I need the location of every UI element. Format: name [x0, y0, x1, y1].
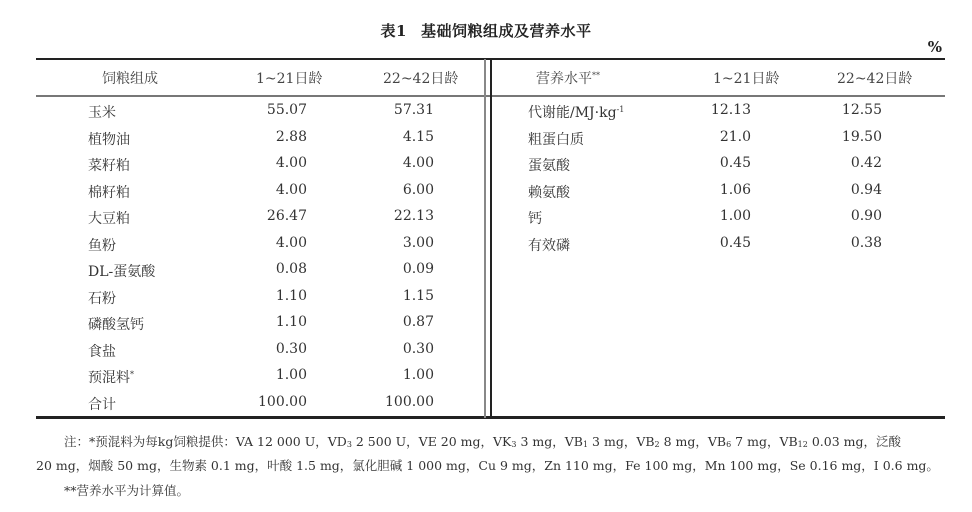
header-diet-composition: 饲粮组成 — [102, 71, 158, 87]
value-day-22-42: 3.00 — [402, 234, 434, 251]
footnote-marker: * — [130, 370, 134, 379]
value-day-22-42: 0.94 — [850, 181, 882, 198]
table-row — [36, 182, 484, 208]
value-day-1-21: 12.13 — [710, 102, 751, 118]
ingredient-name: 预混料* — [88, 370, 134, 386]
value-day-22-42: 0.30 — [402, 340, 434, 357]
nutrient-name: 有效磷 — [528, 237, 570, 254]
value-day-1-21: 21.0 — [719, 128, 751, 145]
value-day-1-21: 55.07 — [266, 102, 307, 118]
table-row — [36, 129, 484, 155]
footnote-marker: ** — [592, 71, 600, 80]
value-day-22-42: 6.00 — [402, 181, 434, 198]
nutrient-name: 赖氨酸 — [528, 184, 570, 201]
ingredient-name: 鱼粉 — [88, 237, 116, 254]
table-row — [492, 102, 945, 128]
header-day-1-21: 1~21日龄 — [713, 71, 780, 87]
header-nutrient-level: 营养水平** — [536, 71, 600, 87]
value-day-22-42: 0.09 — [402, 261, 434, 277]
value-day-22-42: 4.00 — [402, 155, 434, 171]
value-day-22-42: 1.00 — [402, 367, 434, 383]
ingredient-name: 合计 — [88, 396, 116, 413]
ingredient-name: 玉米 — [88, 105, 116, 121]
value-day-22-42: 4.15 — [402, 128, 434, 145]
nutrient-name: 蛋氨酸 — [528, 158, 570, 174]
value-day-1-21: 0.45 — [719, 234, 751, 251]
unit-label: % — [927, 38, 942, 56]
table-row-total — [36, 394, 484, 420]
ingredient-name: 棉籽粕 — [88, 184, 130, 201]
value-day-22-42: 1.15 — [402, 287, 434, 304]
table-row — [36, 155, 484, 181]
table-row — [36, 341, 484, 367]
value-day-22-42: 100.00 — [385, 393, 434, 410]
table-row — [492, 235, 945, 261]
ingredient-name: 植物油 — [88, 131, 130, 148]
table-row — [492, 129, 945, 155]
value-day-1-21: 2.88 — [275, 128, 307, 145]
ingredient-name: 石粉 — [88, 290, 116, 307]
table-row — [36, 288, 484, 314]
value-day-1-21: 1.10 — [275, 287, 307, 304]
ingredient-name: 食盐 — [88, 343, 116, 360]
value-day-1-21: 4.00 — [275, 155, 307, 171]
header-day-1-21: 1~21日龄 — [256, 71, 323, 87]
nutrient-name: 代谢能$/MJ\cdot kg^{-1}$ — [528, 105, 625, 121]
value-day-22-42: 0.90 — [850, 208, 882, 224]
value-day-22-42: 0.42 — [850, 155, 882, 171]
table-number: 表1 — [380, 22, 407, 40]
value-day-1-21: 0.08 — [275, 261, 307, 277]
footnote-premix: 注：*预混料为每kg饲粮提供：VA 12 000 U，$VD_3$ 2 500 U，VE 20 mg，$VK_3$ 3 mg，$VB_1$ 3 mg，$VB_2$ 8 mg，$VB_6$ 7 mg，$VB_{12}$ 0.03 mg，泛酸 — [64, 434, 901, 449]
footnote-premix-continued: 20 mg，烟酸 50 mg，生物素 0.1 mg，叶酸 1.5 mg，氯化胆碱 1 000 mg，Cu 9 mg，Zn 110 mg，Fe 100 mg，Mn 100 mg，Se 0.16 mg，I 0.6 mg。 — [36, 458, 939, 473]
table-row — [492, 208, 945, 234]
value-day-1-21: 1.00 — [719, 208, 751, 224]
exponent: -1 — [616, 105, 625, 114]
ingredient-name: 磷酸氢钙 — [88, 317, 144, 333]
value-day-22-42: 0.38 — [850, 234, 882, 251]
table-row — [492, 155, 945, 181]
nutrient-name: 粗蛋白质 — [528, 131, 584, 148]
header-day-22-42: 22~42日龄 — [837, 71, 913, 87]
table-row — [36, 102, 484, 128]
value-day-1-21: 0.30 — [275, 340, 307, 357]
table-row — [36, 235, 484, 261]
table-title — [0, 20, 972, 41]
value-day-1-21: 1.06 — [719, 181, 751, 198]
value-day-1-21: 100.00 — [258, 393, 307, 410]
ingredient-name: 菜籽粕 — [88, 158, 130, 174]
value-day-1-21: 4.00 — [275, 181, 307, 198]
value-day-1-21: 26.47 — [266, 208, 307, 224]
table-row — [36, 314, 484, 340]
divider-line-1 — [484, 59, 486, 418]
value-day-22-42: 22.13 — [393, 208, 434, 224]
table-title-text: 基础饲粮组成及营养水平 — [420, 22, 592, 40]
value-day-1-21: 1.10 — [275, 314, 307, 330]
value-day-22-42: 0.87 — [402, 314, 434, 330]
value-day-1-21: 4.00 — [275, 234, 307, 251]
value-day-22-42: 19.50 — [841, 128, 882, 145]
nutrient-name: 钙 — [528, 211, 542, 227]
value-day-22-42: 12.55 — [841, 102, 882, 118]
ingredient-name: DL-蛋氨酸 — [88, 264, 156, 280]
value-day-1-21: 0.45 — [719, 155, 751, 171]
header-day-22-42: 22~42日龄 — [383, 71, 459, 87]
value-day-22-42: 57.31 — [393, 102, 434, 118]
table-row — [36, 208, 484, 234]
footnote-nutrient-calc: **营养水平为计算值。 — [64, 483, 190, 498]
table-row — [36, 261, 484, 287]
table-row — [36, 367, 484, 393]
table-row — [492, 182, 945, 208]
ingredient-name: 大豆粕 — [88, 211, 130, 227]
value-day-1-21: 1.00 — [275, 367, 307, 383]
